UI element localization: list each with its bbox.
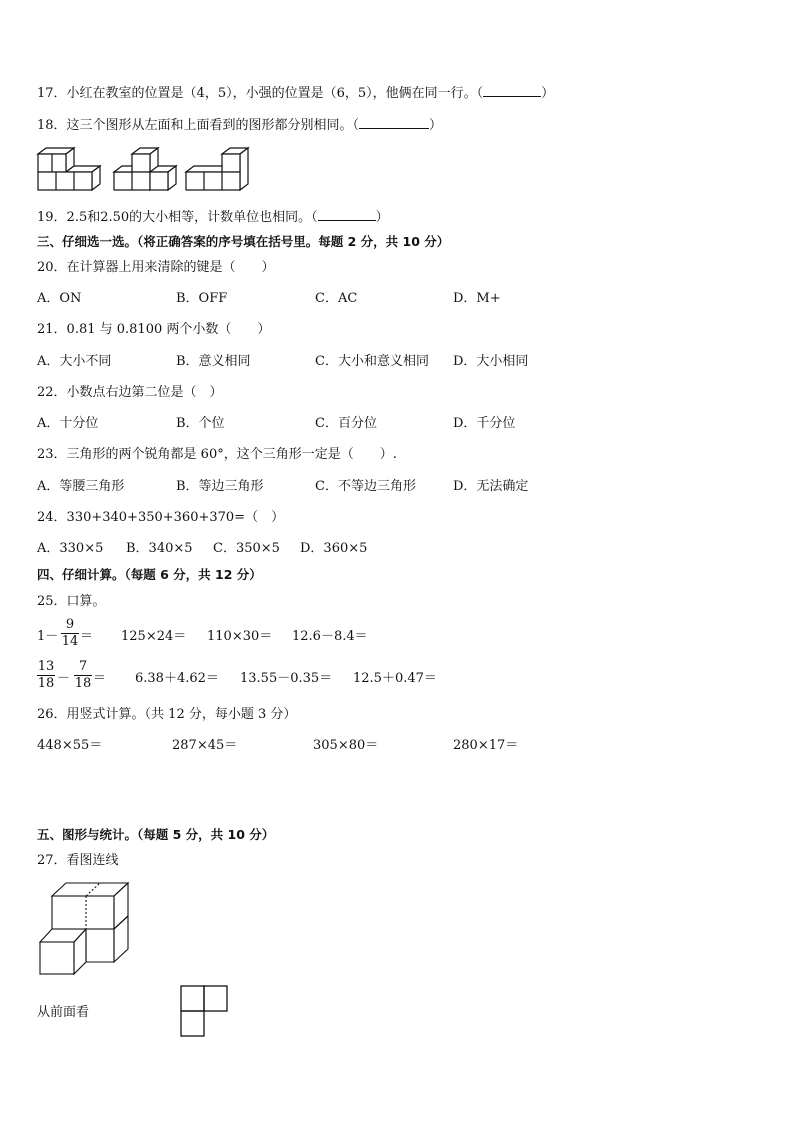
question-27-stem: 27．看图连线 xyxy=(37,853,119,868)
vertical-calc-item: 287×45＝ xyxy=(172,738,238,753)
option-d[interactable]: D．M+ xyxy=(453,291,501,306)
minus-sign: － xyxy=(57,671,71,686)
question-17: 17．小红在教室的位置是（4，5），小强的位置是（6，5），他俩在同一行。（ ） xyxy=(37,86,555,101)
oral-item: 110×30＝ xyxy=(207,629,273,644)
fraction-9-14: 9 14 xyxy=(61,617,79,649)
option-c[interactable]: C．大小和意义相同 xyxy=(315,354,429,369)
oral-item: 13.55－0.35＝ xyxy=(240,671,333,686)
question-19: 19．2.5和2.50的大小相等，计数单位也相同。（ ） xyxy=(37,210,389,225)
oral-item: 125×24＝ xyxy=(121,629,187,644)
option-d[interactable]: D．无法确定 xyxy=(453,479,529,494)
view-label: 从前面看 xyxy=(37,1005,90,1020)
oral-lead: 1－ xyxy=(37,629,59,644)
option-d[interactable]: D．大小相同 xyxy=(453,354,529,369)
question-20-stem: 20．在计算器上用来清除的键是（ ） xyxy=(37,260,275,275)
option-a[interactable]: A．330×5 xyxy=(37,541,104,556)
question-25-stem: 25．口算。 xyxy=(37,594,106,609)
option-c[interactable]: C．AC xyxy=(315,291,358,306)
question-22-stem: 22．小数点右边第二位是（ ） xyxy=(37,385,223,400)
section-3-title: 三、仔细选一选。（将正确答案的序号填在括号里。每题 2 分，共 10 分） xyxy=(37,234,450,249)
fraction-7-18: 7 18 xyxy=(74,659,92,691)
oral-item: 12.6－8.4＝ xyxy=(292,629,368,644)
option-b[interactable]: B．等边三角形 xyxy=(176,479,264,494)
question-21-stem: 21．0.81 与 0.8100 两个小数（ ） xyxy=(37,322,271,337)
front-view-grid xyxy=(180,985,230,1039)
vertical-calc-item: 280×17＝ xyxy=(453,738,519,753)
equals-sign: ＝ xyxy=(93,671,107,686)
cube-stack-figure xyxy=(38,880,130,976)
fraction-13-18: 13 18 xyxy=(37,659,55,691)
option-b[interactable]: B．OFF xyxy=(176,291,228,306)
option-d[interactable]: D．千分位 xyxy=(453,416,516,431)
option-c[interactable]: C．不等边三角形 xyxy=(315,479,416,494)
vertical-calc-item: 305×80＝ xyxy=(313,738,379,753)
option-b[interactable]: B．340×5 xyxy=(126,541,193,556)
answer-blank[interactable] xyxy=(359,116,429,129)
option-a[interactable]: A．等腰三角形 xyxy=(37,479,125,494)
option-a[interactable]: A．十分位 xyxy=(37,416,99,431)
section-5-title: 五、图形与统计。（每题 5 分，共 10 分） xyxy=(37,827,275,842)
question-26-stem: 26．用竖式计算。（共 12 分，每小题 3 分） xyxy=(37,707,297,722)
question-23-stem: 23．三角形的两个锐角都是 60°，这个三角形一定是（ ）. xyxy=(37,447,397,462)
option-b[interactable]: B．意义相同 xyxy=(176,354,251,369)
oral-item: 6.38＋4.62＝ xyxy=(135,671,219,686)
question-18: 18．这三个图形从左面和上面看到的图形都分别相同。（ ） xyxy=(37,118,443,133)
oral-item: 12.5＋0.47＝ xyxy=(353,671,437,686)
option-a[interactable]: A．大小不同 xyxy=(37,354,112,369)
cube-figures xyxy=(36,144,251,192)
option-c[interactable]: C．百分位 xyxy=(315,416,377,431)
answer-blank[interactable] xyxy=(483,84,541,97)
option-b[interactable]: B．个位 xyxy=(176,416,225,431)
answer-blank[interactable] xyxy=(318,208,376,221)
section-4-title: 四、仔细计算。（每题 6 分，共 12 分） xyxy=(37,567,262,582)
option-d[interactable]: D．360×5 xyxy=(300,541,368,556)
vertical-calc-item: 448×55＝ xyxy=(37,738,103,753)
question-24-stem: 24．330+340+350+360+370=（ ） xyxy=(37,510,285,525)
option-a[interactable]: A．ON xyxy=(37,291,82,306)
equals-sign: ＝ xyxy=(80,629,94,644)
option-c[interactable]: C．350×5 xyxy=(213,541,280,556)
